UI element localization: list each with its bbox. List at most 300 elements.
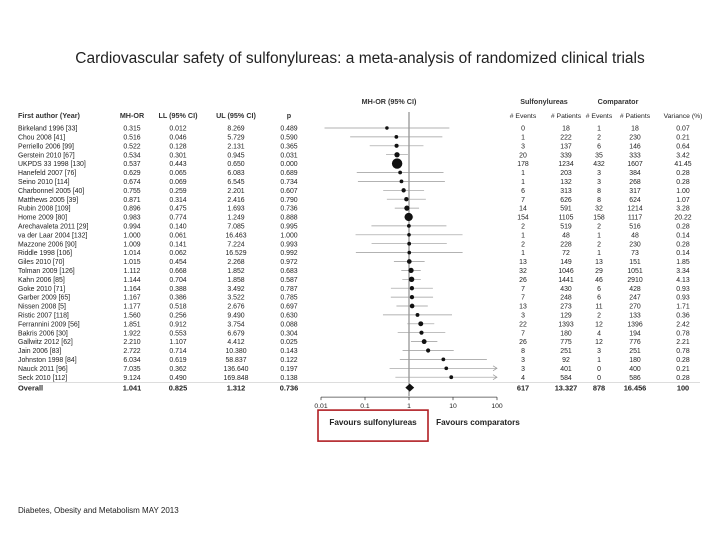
- row-events-2: 32: [595, 205, 603, 213]
- row-patients-1: 222: [560, 134, 572, 142]
- point-estimate: [385, 126, 388, 129]
- row-events-2: 432: [593, 161, 605, 169]
- overall-label: Overall: [18, 383, 44, 393]
- point-estimate: [416, 313, 420, 317]
- row-ul: 3.754: [227, 321, 245, 329]
- row-author: Hanefeld 2007 [76]: [18, 170, 77, 178]
- row-p: 0.697: [280, 303, 298, 311]
- point-estimate: [410, 286, 414, 290]
- row-patients-2: 73: [631, 250, 639, 258]
- row-events-1: 4: [521, 374, 525, 382]
- row-events-1: 7: [521, 330, 525, 338]
- row-mh-or: 0.516: [123, 134, 141, 142]
- row-variance: 1.85: [676, 259, 690, 267]
- row-patients-1: 401: [560, 365, 572, 373]
- point-estimate: [407, 242, 411, 246]
- row-ll: 0.256: [169, 312, 187, 320]
- row-events-2: 29: [595, 268, 603, 275]
- row-p: 0.025: [280, 339, 298, 347]
- point-estimate: [418, 321, 423, 326]
- row-events-2: 35: [595, 152, 603, 160]
- point-estimate: [392, 158, 402, 168]
- row-ll: 0.362: [169, 365, 187, 373]
- row-author: Gerstein 2010 [67]: [18, 152, 75, 160]
- row-mh-or: 9.124: [123, 374, 141, 382]
- row-ll: 1.107: [169, 339, 187, 347]
- row-patients-2: 624: [629, 196, 641, 204]
- row-author: Gallwitz 2012 [62]: [18, 339, 73, 347]
- row-author: Goke 2010 [71]: [18, 285, 66, 293]
- row-events-1: 178: [517, 161, 529, 169]
- point-estimate: [398, 171, 402, 175]
- overall-ll: 0.825: [168, 383, 188, 393]
- row-events-2: 2: [597, 241, 601, 249]
- overall-events-2: 878: [592, 383, 606, 393]
- point-estimate: [419, 331, 423, 335]
- row-patients-2: 151: [629, 259, 641, 267]
- row-p: 0.993: [280, 241, 298, 249]
- row-events-2: 1: [597, 125, 601, 133]
- point-estimate: [395, 135, 399, 139]
- row-events-1: 3: [521, 312, 525, 320]
- point-estimate: [395, 144, 399, 148]
- overall-patients-2: 16.456: [623, 383, 647, 393]
- row-p: 0.734: [280, 179, 298, 186]
- overall-p: 0.736: [279, 383, 299, 393]
- row-patients-1: 72: [562, 250, 570, 258]
- row-patients-1: 18: [562, 125, 570, 133]
- row-ll: 0.301: [169, 152, 187, 160]
- row-ll: 0.774: [169, 214, 187, 222]
- row-ll: 0.704: [169, 276, 187, 284]
- row-events-2: 6: [597, 294, 601, 302]
- row-variance: 0.14: [676, 250, 690, 258]
- header-events-2: # Events: [585, 113, 613, 120]
- x-tick-label: 100: [491, 403, 503, 411]
- row-events-1: 1: [521, 250, 525, 258]
- row-events-1: 2: [521, 223, 525, 231]
- footer-citation: Diabetes, Obesity and Metabolism MAY 2013: [18, 506, 179, 515]
- header-events-1: # Events: [509, 113, 537, 120]
- row-mh-or: 7.035: [123, 365, 141, 373]
- row-ll: 0.069: [169, 179, 187, 186]
- row-ll: 0.553: [169, 330, 187, 338]
- row-ul: 169.848: [223, 374, 249, 382]
- row-ul: 7.085: [227, 223, 245, 231]
- row-variance: 2.42: [676, 321, 690, 329]
- row-mh-or: 6.034: [123, 357, 141, 364]
- header-patients-1: # Patients: [550, 113, 582, 120]
- row-patients-2: 1117: [627, 214, 643, 222]
- row-events-1: 26: [519, 339, 527, 347]
- row-author: Kahn 2006 [85]: [18, 276, 65, 284]
- row-patients-1: 92: [562, 357, 570, 364]
- header-ll: LL (95% CI): [158, 111, 198, 120]
- row-patients-2: 516: [629, 223, 641, 231]
- row-author: Home 2009 [80]: [18, 214, 68, 222]
- row-author: Giles 2010 [70]: [18, 259, 65, 267]
- row-patients-2: 428: [629, 285, 641, 293]
- row-ul: 1.693: [227, 205, 245, 213]
- row-variance: 4.13: [676, 276, 690, 284]
- row-p: 0.607: [280, 187, 298, 195]
- row-ll: 0.475: [169, 205, 187, 213]
- row-events-1: 2: [521, 241, 525, 249]
- point-estimate: [449, 375, 453, 379]
- row-mh-or: 2.722: [123, 348, 141, 356]
- row-events-1: 7: [521, 196, 525, 204]
- row-author: Bakris 2006 [30]: [18, 330, 68, 338]
- row-patients-2: 146: [629, 143, 641, 151]
- row-events-1: 154: [517, 214, 529, 222]
- x-tick-label: 0.01: [314, 403, 328, 411]
- row-events-2: 6: [597, 143, 601, 151]
- row-events-1: 13: [519, 259, 527, 267]
- row-ul: 1.249: [227, 214, 245, 222]
- row-ul: 9.490: [227, 312, 245, 320]
- row-events-2: 2: [597, 312, 601, 320]
- row-author: Arechavaleta 2011 [29]: [18, 223, 89, 231]
- row-ul: 3.522: [227, 294, 245, 302]
- row-patients-1: 339: [560, 152, 572, 160]
- point-estimate: [441, 358, 445, 362]
- row-events-2: 0: [597, 374, 601, 382]
- header-ul: UL (95% CI): [216, 111, 256, 120]
- row-ul: 10.380: [225, 348, 247, 356]
- row-ll: 0.012: [169, 125, 187, 133]
- row-patients-1: 248: [560, 294, 572, 302]
- overall-patients-1: 13.327: [554, 383, 578, 393]
- row-events-1: 32: [519, 268, 527, 275]
- row-ul: 2.131: [227, 143, 245, 151]
- row-author: Perriello 2006 [99]: [18, 143, 74, 151]
- row-ul: 16.529: [225, 250, 247, 258]
- row-author: Ferrannini 2009 [56]: [18, 321, 80, 329]
- row-p: 0.736: [280, 205, 298, 213]
- row-events-2: 1: [597, 232, 601, 240]
- point-estimate: [408, 268, 413, 273]
- row-p: 0.790: [280, 196, 298, 204]
- row-events-1: 3: [521, 143, 525, 151]
- row-variance: 0.28: [676, 357, 690, 364]
- row-ul: 5.729: [227, 134, 245, 142]
- header-p: p: [286, 111, 292, 120]
- favours-comparators: Favours comparators: [436, 418, 520, 428]
- row-ll: 0.619: [169, 357, 187, 364]
- row-author: Rubin 2008 [109]: [18, 205, 71, 213]
- row-mh-or: 1.144: [123, 276, 141, 284]
- row-author: va der Laar 2004 [132]: [18, 232, 88, 240]
- row-events-2: 46: [595, 276, 603, 284]
- row-events-2: 1: [597, 357, 601, 364]
- row-p: 0.304: [280, 330, 298, 338]
- row-p: 0.365: [280, 143, 298, 151]
- row-ul: 7.224: [227, 241, 245, 249]
- row-patients-2: 18: [631, 125, 639, 133]
- row-patients-2: 1607: [627, 161, 643, 169]
- header-author: First author (Year): [18, 111, 80, 120]
- row-variance: 0.28: [676, 374, 690, 382]
- row-mh-or: 1.922: [123, 330, 141, 338]
- row-author: Garber 2009 [65]: [18, 294, 71, 302]
- row-p: 0.787: [280, 285, 298, 293]
- overall-diamond: [405, 384, 414, 392]
- row-patients-1: 149: [560, 259, 572, 267]
- row-variance: 0.14: [676, 232, 690, 240]
- point-estimate: [407, 251, 411, 255]
- row-ll: 0.046: [169, 134, 187, 142]
- row-p: 0.088: [280, 321, 298, 329]
- row-patients-2: 194: [629, 330, 641, 338]
- row-patients-2: 48: [631, 232, 639, 240]
- row-variance: 0.28: [676, 241, 690, 249]
- row-mh-or: 0.537: [123, 161, 141, 169]
- row-events-1: 1: [521, 232, 525, 240]
- row-events-1: 6: [521, 187, 525, 195]
- x-tick-label: 1: [407, 403, 411, 411]
- row-events-2: 3: [597, 170, 601, 178]
- row-ul: 3.492: [227, 285, 245, 293]
- row-patients-1: 137: [560, 143, 572, 151]
- row-mh-or: 1.014: [123, 250, 141, 258]
- row-ul: 2.201: [227, 187, 245, 195]
- row-patients-1: 132: [560, 179, 572, 186]
- row-ll: 0.388: [169, 285, 187, 293]
- row-patients-1: 519: [560, 223, 572, 231]
- point-estimate: [404, 197, 408, 201]
- row-ul: 6.679: [227, 330, 245, 338]
- row-variance: 0.78: [676, 348, 690, 356]
- row-events-1: 1: [521, 134, 525, 142]
- row-events-2: 3: [597, 348, 601, 356]
- row-events-2: 1: [597, 250, 601, 258]
- row-variance: 1.71: [676, 303, 690, 311]
- row-p: 0.995: [280, 223, 298, 231]
- row-ul: 2.416: [227, 196, 245, 204]
- row-ll: 0.912: [169, 321, 187, 329]
- row-patients-2: 1051: [627, 268, 643, 275]
- row-patients-2: 384: [629, 170, 641, 178]
- row-author: Ristic 2007 [118]: [18, 312, 69, 320]
- row-ul: 16.463: [225, 232, 247, 240]
- row-variance: 0.78: [676, 330, 690, 338]
- row-p: 0.122: [280, 357, 298, 364]
- row-variance: 3.34: [676, 268, 690, 275]
- row-p: 0.138: [280, 374, 298, 382]
- row-patients-2: 268: [629, 179, 641, 186]
- row-events-2: 8: [597, 187, 601, 195]
- row-events-1: 20: [519, 152, 527, 160]
- row-p: 0.630: [280, 312, 298, 320]
- row-ul: 8.269: [227, 125, 245, 133]
- row-events-2: 8: [597, 196, 601, 204]
- row-patients-1: 1441: [558, 276, 574, 284]
- row-mh-or: 0.629: [123, 170, 141, 178]
- row-variance: 3.28: [676, 205, 690, 213]
- row-ll: 0.259: [169, 187, 187, 195]
- row-patients-2: 247: [629, 294, 641, 302]
- row-variance: 0.36: [676, 312, 690, 320]
- row-patients-1: 1105: [558, 214, 574, 222]
- row-ul: 1.852: [227, 268, 245, 275]
- row-patients-1: 591: [560, 205, 572, 213]
- row-ul: 0.945: [227, 152, 245, 160]
- header-sulfonylureas: Sulfonylureas: [520, 97, 568, 106]
- row-variance: 0.64: [676, 143, 690, 151]
- row-ll: 0.386: [169, 294, 187, 302]
- header-variance: Variance (%): [663, 113, 703, 120]
- row-events-1: 13: [519, 303, 527, 311]
- row-mh-or: 1.851: [123, 321, 141, 329]
- overall-ul: 1.312: [226, 383, 246, 393]
- row-p: 0.489: [280, 125, 298, 133]
- row-events-2: 6: [597, 285, 601, 293]
- row-p: 0.888: [280, 214, 298, 222]
- row-mh-or: 0.871: [123, 196, 141, 204]
- row-variance: 0.93: [676, 294, 690, 302]
- row-ul: 6.083: [227, 170, 245, 178]
- row-ul: 4.412: [227, 339, 245, 347]
- row-events-1: 14: [519, 205, 527, 213]
- row-mh-or: 0.315: [123, 125, 141, 133]
- point-estimate: [401, 188, 405, 192]
- row-mh-or: 0.755: [123, 187, 141, 195]
- row-patients-2: 1396: [627, 321, 643, 329]
- row-p: 1.000: [280, 232, 298, 240]
- row-ll: 0.062: [169, 250, 187, 258]
- point-estimate: [407, 224, 411, 228]
- row-author: Birkeland 1996 [33]: [18, 125, 78, 133]
- point-estimate: [426, 348, 430, 352]
- row-variance: 3.42: [676, 152, 690, 160]
- row-patients-1: 584: [560, 374, 572, 382]
- overall-mh-or: 1.041: [122, 383, 142, 393]
- row-mh-or: 1.015: [123, 259, 141, 267]
- row-patients-1: 1234: [558, 161, 574, 169]
- row-events-1: 7: [521, 294, 525, 302]
- header-patients-2: # Patients: [619, 113, 651, 120]
- row-mh-or: 1.560: [123, 312, 141, 320]
- row-variance: 0.28: [676, 170, 690, 178]
- row-events-1: 26: [519, 276, 527, 284]
- point-estimate: [404, 205, 409, 210]
- row-variance: 2.21: [676, 339, 690, 347]
- point-estimate: [422, 339, 427, 344]
- row-mh-or: 0.534: [123, 152, 141, 160]
- row-author: Charbonnel 2005 [40]: [18, 187, 85, 195]
- row-ul: 6.545: [227, 179, 245, 186]
- row-ul: 2.268: [227, 259, 245, 267]
- row-mh-or: 0.896: [123, 205, 141, 213]
- row-variance: 0.07: [676, 125, 690, 133]
- x-tick-label: 10: [449, 403, 457, 411]
- row-mh-or: 1.164: [123, 285, 141, 293]
- row-events-2: 2: [597, 223, 601, 231]
- row-mh-or: 0.994: [123, 223, 141, 231]
- row-author: Jain 2006 [83]: [18, 348, 62, 356]
- row-mh-or: 0.674: [123, 179, 141, 186]
- row-patients-2: 230: [629, 241, 641, 249]
- row-ul: 1.858: [227, 276, 245, 284]
- row-author: Tolman 2009 [126]: [18, 268, 75, 275]
- row-patients-1: 313: [560, 187, 572, 195]
- row-author: Johnston 1998 [84]: [18, 357, 77, 364]
- row-events-1: 3: [521, 357, 525, 364]
- row-mh-or: 2.210: [123, 339, 141, 347]
- row-author: Riddle 1998 [106]: [18, 250, 73, 258]
- row-patients-2: 586: [629, 374, 641, 382]
- row-variance: 41.45: [674, 161, 692, 169]
- row-events-2: 13: [595, 259, 603, 267]
- header-mh-or: MH-OR: [119, 111, 145, 120]
- overall-variance: 100: [676, 383, 690, 393]
- row-patients-1: 251: [560, 348, 572, 356]
- row-p: 0.590: [280, 134, 298, 142]
- row-p: 0.031: [280, 152, 298, 160]
- row-events-2: 158: [593, 214, 605, 222]
- row-events-2: 11: [595, 303, 603, 311]
- row-p: 0.197: [280, 365, 298, 373]
- row-p: 0.992: [280, 250, 298, 258]
- row-ll: 0.518: [169, 303, 187, 311]
- row-patients-2: 133: [629, 312, 641, 320]
- header-comparator: Comparator: [597, 97, 639, 106]
- row-ll: 0.061: [169, 232, 187, 240]
- row-author: Nissen 2008 [5]: [18, 303, 66, 311]
- row-patients-1: 1393: [558, 321, 574, 329]
- row-patients-2: 776: [629, 339, 641, 347]
- row-mh-or: 1.167: [123, 294, 141, 302]
- row-events-2: 12: [595, 321, 603, 329]
- row-ll: 0.443: [169, 161, 187, 169]
- row-ul: 0.650: [227, 161, 245, 169]
- row-ll: 0.454: [169, 259, 187, 267]
- header-plot: MH-OR (95% CI): [361, 97, 417, 106]
- row-patients-2: 270: [629, 303, 641, 311]
- row-p: 0.689: [280, 170, 298, 178]
- point-estimate: [405, 213, 413, 221]
- row-variance: 20.22: [674, 214, 692, 222]
- row-ul: 136.640: [223, 365, 249, 373]
- row-patients-2: 333: [629, 152, 641, 160]
- row-patients-1: 1046: [558, 268, 574, 275]
- row-mh-or: 0.522: [123, 143, 141, 151]
- row-events-2: 3: [597, 179, 601, 186]
- row-patients-2: 251: [629, 348, 641, 356]
- row-patients-1: 775: [560, 339, 572, 347]
- row-ll: 0.140: [169, 223, 187, 231]
- row-events-2: 2: [597, 134, 601, 142]
- row-ll: 0.714: [169, 348, 187, 356]
- row-events-1: 0: [521, 125, 525, 133]
- row-events-1: 8: [521, 348, 525, 356]
- row-ll: 0.065: [169, 170, 187, 178]
- row-author: Seino 2010 [114]: [18, 179, 70, 186]
- row-author: Chou 2008 [41]: [18, 134, 66, 142]
- overall-events-1: 617: [516, 383, 530, 393]
- row-p: 0.143: [280, 348, 298, 356]
- row-variance: 0.28: [676, 179, 690, 186]
- point-estimate: [410, 295, 414, 299]
- point-estimate: [400, 180, 404, 184]
- row-mh-or: 1.009: [123, 241, 141, 249]
- row-p: 0.683: [280, 268, 298, 275]
- row-patients-1: 430: [560, 285, 572, 293]
- row-ll: 0.490: [169, 374, 187, 382]
- row-events-1: 1: [521, 170, 525, 178]
- row-ll: 0.141: [169, 241, 187, 249]
- row-patients-2: 2910: [627, 276, 643, 284]
